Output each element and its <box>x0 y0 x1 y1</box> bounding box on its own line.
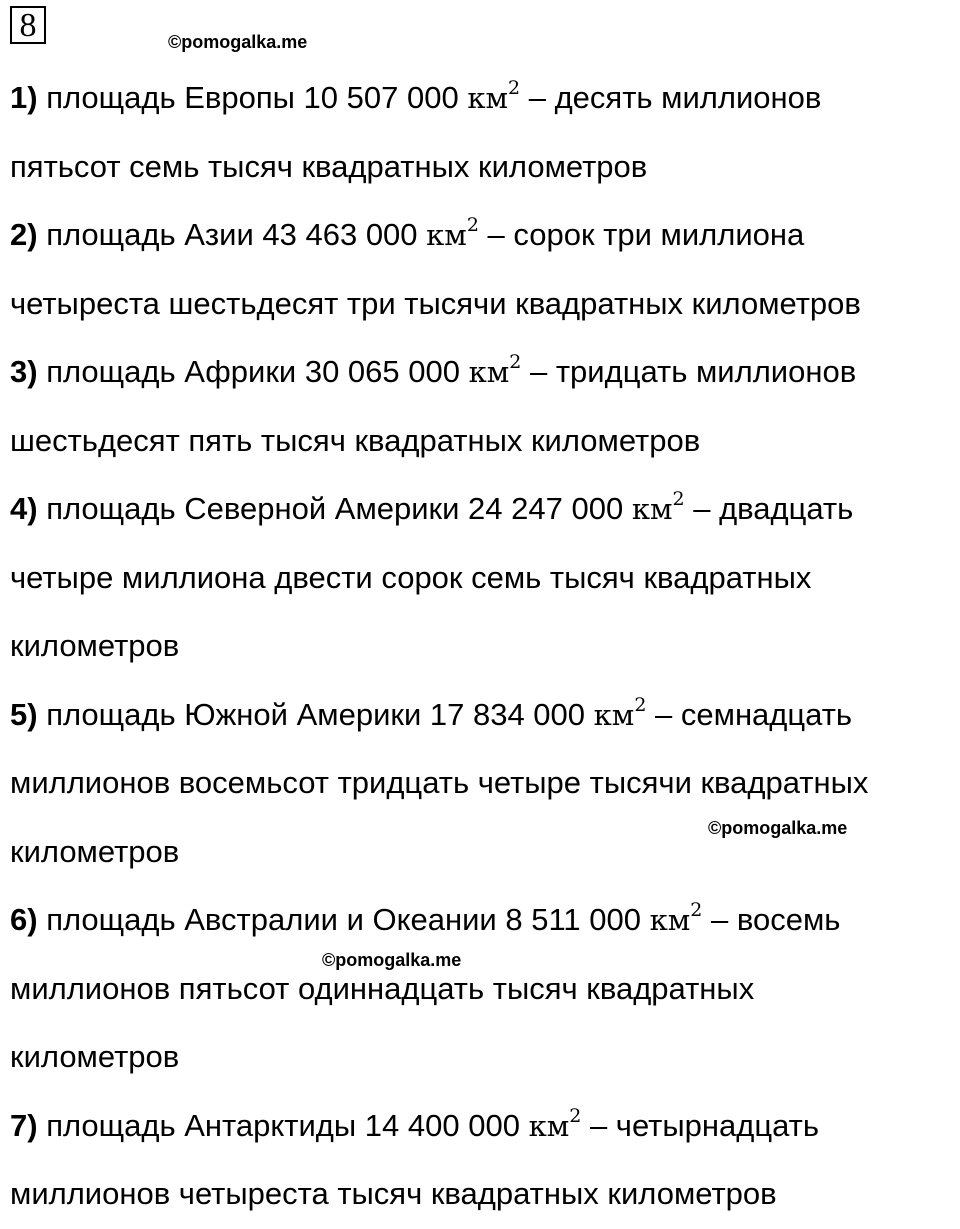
answer-item-6-line-2: миллионов пятьсот одиннадцать тысяч квадратных <box>10 970 755 1006</box>
unit-base: км <box>649 903 691 937</box>
answer-item-5-line-2: миллионов восемьсот тридцать четыре тысячи квадратных <box>10 765 869 800</box>
unit-base: км <box>593 697 635 732</box>
unit-power: 2 <box>672 488 685 510</box>
item-text: площадь Азии 43 463 000 <box>37 217 427 252</box>
answer-item-6-line-1 <box>10 886 956 955</box>
item-text: – четырнадцать <box>581 1107 820 1143</box>
task-number-box: 8 <box>10 6 46 44</box>
unit-square-km <box>593 693 647 732</box>
answer-item-3-line-1 <box>10 338 956 407</box>
answer-item-2-line-1 <box>10 201 956 270</box>
item-number: 1) <box>10 80 38 115</box>
item-text: площадь Северной Америки 24 247 000 <box>37 491 632 526</box>
unit-base: км <box>426 218 467 252</box>
unit-square-km <box>528 1104 582 1143</box>
answer-item-6-line-3: километров <box>10 1039 180 1074</box>
answer-item-3-line-2: шестьдесят пять тысяч квадратных километров <box>10 422 701 458</box>
item-text: – семнадцать <box>646 696 853 732</box>
item-text: – двадцать <box>684 491 854 526</box>
item-text: площадь Австралии и Океании 8 511 000 <box>37 902 650 937</box>
item-number: 7) <box>10 1107 38 1143</box>
item-text: площадь Южной Америки 17 834 000 <box>37 696 594 732</box>
unit-base: км <box>631 492 673 526</box>
item-number: 3) <box>10 354 38 389</box>
answer-item-7-line-2: миллионов четыреста тысяч квадратных километров <box>10 1176 777 1211</box>
item-text: площадь Антарктиды 14 400 000 <box>37 1107 529 1143</box>
unit-base: км <box>528 1108 570 1143</box>
answer-list <box>10 64 956 1229</box>
watermark: ©pomogalka.me <box>168 32 308 52</box>
unit-square-km <box>467 77 521 115</box>
answer-item-4-line-2: четыре миллиона двести сорок семь тысяч квадратных <box>10 559 812 595</box>
answer-item-4-line-1 <box>10 475 956 544</box>
item-text: – десять миллионов <box>520 80 822 115</box>
item-text: площадь Африки 30 065 000 <box>37 354 469 389</box>
answer-item-7-line-1 <box>10 1092 956 1161</box>
watermark: ©pomogalka.me <box>708 818 848 838</box>
answer-item-4-line-3: километров <box>10 628 180 663</box>
item-text: – тридцать миллионов <box>521 354 857 389</box>
item-text: – восемь <box>702 902 841 937</box>
unit-square-km <box>468 351 522 389</box>
watermark: ©pomogalka.me <box>322 950 462 970</box>
item-number: 2) <box>10 217 38 252</box>
answer-item-1-line-1 <box>10 64 956 133</box>
unit-square-km <box>649 899 703 937</box>
unit-power: 2 <box>508 77 521 99</box>
unit-power: 2 <box>690 899 703 921</box>
item-text: – сорок три миллиона <box>478 217 805 252</box>
unit-power: 2 <box>634 693 647 716</box>
answer-item-1-line-2: пятьсот семь тысяч квадратных километров <box>10 148 648 184</box>
item-number: 6) <box>10 902 38 937</box>
unit-base: км <box>467 81 509 115</box>
unit-base: км <box>468 355 510 389</box>
item-number: 5) <box>10 696 38 732</box>
unit-power: 2 <box>569 1104 582 1127</box>
unit-power: 2 <box>509 351 522 373</box>
answer-item-5-line-3: километров <box>10 833 180 869</box>
answer-item-5-line-1 <box>10 681 956 750</box>
item-text: площадь Европы 10 507 000 <box>37 80 468 115</box>
unit-power: 2 <box>466 214 479 236</box>
unit-square-km <box>426 214 479 252</box>
unit-square-km <box>631 488 685 526</box>
answer-item-2-line-2: четыреста шестьдесят три тысячи квадратных километров <box>10 285 861 321</box>
item-number: 4) <box>10 491 38 526</box>
